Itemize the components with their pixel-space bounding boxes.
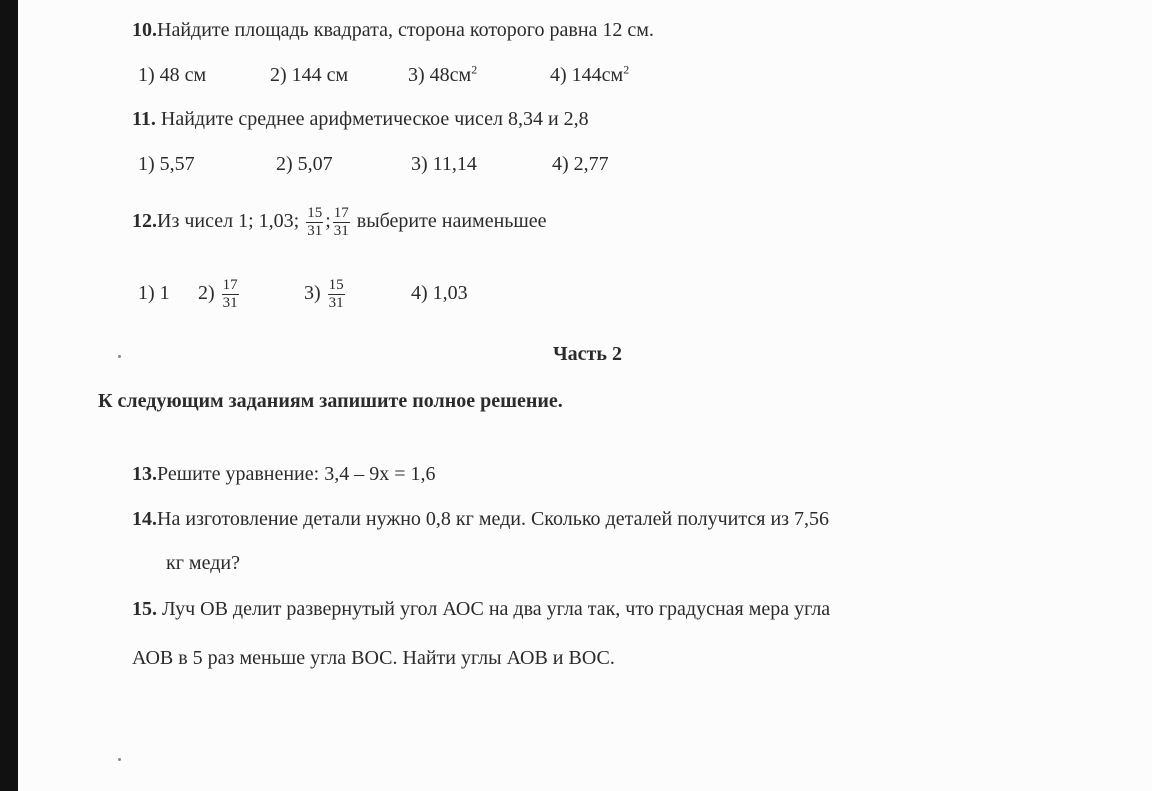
question-10-option-4-sup: 2 [623,62,630,77]
question-10-number: 10. [132,19,157,41]
question-14-line-1 [132,507,829,531]
question-12-number: 12. [132,210,157,232]
question-11-number: 11. [132,108,156,130]
question-12-fraction-1 [306,205,323,240]
question-10-option-3-sup: 2 [471,62,478,77]
question-12-option-4: 4) 1,03 [411,282,468,304]
question-12-option-3 [304,272,347,314]
question-15-line-2: АОВ в 5 раз меньше угла ВОС. Найти углы АОВ и ВОС. [132,647,615,669]
scan-speck-bottom [118,758,121,761]
question-10-option-3 [408,63,477,87]
question-15-line-1 [132,597,830,621]
question-15-text-line-1: Луч ОВ делит развернутый угол АОС на два угла так, что градусная мера угла [157,598,831,620]
question-12-option-3-prefix: 3) [304,282,321,304]
question-11-option-3: 3) 11,14 [411,153,477,175]
part-2-instruction: К следующим заданиям запишите полное решение. [98,390,563,412]
question-12-option-2-denominator: 31 [222,294,238,311]
question-12-option-1: 1) 1 [138,282,170,304]
question-12-fraction-2 [333,205,350,240]
question-10-option-2: 2) 144 см [270,64,349,86]
question-12-option-3-fraction [328,277,345,312]
worksheet-page [18,0,1152,791]
question-15-number: 15. [132,598,157,620]
question-12-fraction-1-numerator: 15 [307,204,323,221]
question-12-option-2-prefix: 2) [198,282,215,304]
question-11-text: Найдите среднее арифметическое чисел 8,34 и 2,8 [155,108,589,130]
question-11-option-2: 2) 5,07 [276,153,333,175]
question-14-text-line-1: На изготовление детали нужно 0,8 кг меди. Сколько деталей получится из 7,56 [157,508,830,530]
question-10-option-4-text: 4) 144см [550,64,624,86]
question-13 [132,462,435,486]
question-12-option-3-denominator: 31 [328,294,344,311]
left-edge-strip [0,0,18,791]
part-2-title: Часть 2 [553,343,622,365]
question-11 [132,107,589,131]
question-13-text: Решите уравнение: 3,4 – 9х = 1,6 [157,463,436,485]
question-13-number: 13. [132,463,157,485]
question-12-option-2-numerator: 17 [222,276,238,293]
question-12-option-2-fraction [222,277,239,312]
question-10-text: Найдите площадь квадрата, сторона которого равна 12 см. [157,19,654,41]
question-12-fraction-2-denominator: 31 [333,222,349,239]
question-11-option-4: 4) 2,77 [552,153,609,175]
question-10 [132,18,654,42]
scan-speck [118,355,121,358]
question-12-separator: ; [325,210,331,232]
question-12 [132,200,547,242]
question-12-text-before: Из чисел 1; 1,03; [157,210,305,232]
question-10-option-4 [550,63,629,87]
question-12-text-after: выберите наименьшее [351,210,547,232]
question-12-fraction-2-numerator: 17 [333,204,349,221]
question-11-option-1: 1) 5,57 [138,153,195,175]
question-12-fraction-1-denominator: 31 [307,222,323,239]
question-10-option-1: 1) 48 см [138,64,207,86]
question-12-option-3-numerator: 15 [328,276,344,293]
question-14-line-2: кг меди? [166,552,240,574]
question-12-option-2 [198,272,241,314]
question-14-number: 14. [132,508,157,530]
question-10-option-3-text: 3) 48см [408,64,472,86]
